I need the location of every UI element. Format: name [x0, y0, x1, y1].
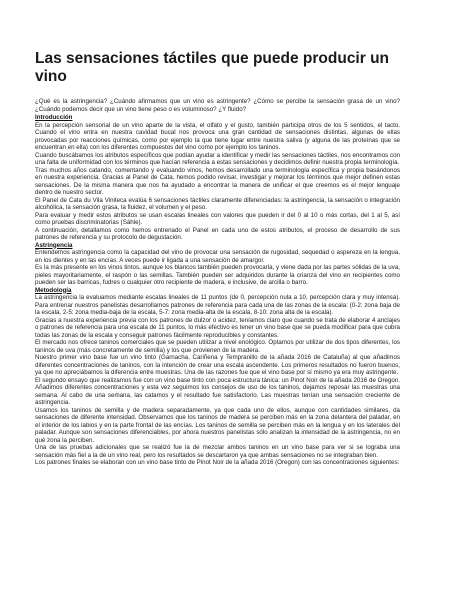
paragraph: Nuestro primer vino base fue un vino tinto (Garnacha, Cariñena y Tempranillo de la añada 2016 de Cataluña) al que añadimos diferentes concentraciones de taninos, con la intención de crear una escala ascendente. Los primeros resultados no fueron buenos, ya que no apreciábamos la diferencia entre muestras. Una de las razones fue que el vino base por sí mismo ya era muy astringente. — [35, 354, 400, 376]
page-title: Las sensaciones táctiles que puede producir un vino — [35, 50, 390, 85]
paragraph: En la percepción sensorial de un vino aparte de la vista, el olfato y el gusto, también participa otros de los 5 sentidos, el tacto. Cuando el vino entra en nuestra cavidad bucal nos provoca una gran cantidad de sensaciones distintas, algunas de ellas provocadas por reacciones químicas, como por ejemplo la que tiene lugar entre nuestra saliva (y alguna de las proteínas que se encuentran en ella) con los diferentes compuestos del vino como por ejemplo los taninos. — [35, 121, 400, 151]
paragraph: Cuando buscábamos los atributos específicos que podían ayudar a identificar y medir las sensaciones táctiles, nos encontramos con una falta de uniformidad con los términos que hacían referencia a estas sensaciones y decidimos definir nuestra propia terminología. — [35, 151, 400, 166]
section-metodologia — [35, 287, 400, 467]
intro-questions: ¿Qué es la astringencia? ¿Cuándo afirmamos que un vino es astringente? ¿Cómo se percibe la sensación grasa de un vino? ¿Cuándo podemos decir que un vino tiene peso o es voluminoso? ¿Y fluido? — [35, 98, 400, 113]
paragraph: A continuación, detallamos como hemos entrenado el Panel en cada uno de estos atributos, el proceso de desarrollo de sus patrones de referencia y su protocolo de degustación. — [35, 226, 400, 241]
paragraph: Tras muchos años catando, comentando y evaluando vinos, hemos desarrollado una terminología específica y propia basándonos en nuestra experiencia. Gracias al Panel de Cata, hemos podido revisar, investigar y mejorar los términos que mejor definen estas sensaciones. De la misma manera que nos ha ayudado a encontrar la manera de unificar el que creemos es el mejor lenguaje dentro de nuestro sector. — [35, 166, 400, 196]
section-heading: Metodología — [35, 286, 72, 294]
paragraph: El segundo ensayo que realizamos fue con un vino base tinto con poca estructura tánica: un Pinot Noir de la añada 2016 de Oregon. Añadimos diferentes concentraciones y esta vez seguimos los consejos de uso de los taninos, dejamos reposar las muestras una semana. Al cabo de una semana, las catamos y el resultado fue satisfactorio. Las muestras tenían una sensación creciente de astringencia. — [35, 376, 400, 406]
paragraph: Para evaluar y medir estos atributos se usan escalas lineales con valores que pueden ir del 0 al 10 o más cortas, del 1 al 5, así como pruebas discriminatorias (Sáhle). — [35, 211, 400, 226]
section-astringencia — [35, 242, 400, 287]
paragraph: El Panel de Cata du Vila Viniteca evalúa 6 sensaciones táctiles claramente diferenciadas: la astringencia, la sensación o integración alcohólica, la sensación grasa, la fluidez, el volumen y el peso. — [35, 196, 400, 211]
paragraph: Es la más presente en los vinos tintos, aunque los blancos también pueden provocarla, y viene dada por las partes sólidas de la uva, pieles mayoritariamente, el raspón o las semillas. También pueden ser adquiridos durante la crianza del vino en recipientes como pueden ser las barricas, fudres o cualquier otro recipiente de madera, e inclusive, de arcilla o barro. — [35, 264, 400, 286]
paragraph: Una de las pruebas adicionales que se realizó fue la de mezclar ambos taninos en un vino base para ver si se lograba una sensación más fiel a la de un vino real, pero los resultados se descartaron ya que ambas sensaciones no se integraban bien. — [35, 444, 400, 459]
paragraph: Entendemos astringencia como la capacidad del vino de provocar una sensación de rugosidad, sequedad o aspereza en la lengua, en los dientes y en las encías. A veces puede ir ligada a una sensación de amargor. — [35, 249, 400, 264]
paragraph: Usamos los taninos de semilla y de madera separadamente, ya que cada uno de ellos, aunque con cantidades similares, da sensaciones de diferente intensidad. Observamos que los taninos de madera se perciben más en la zona delantera del paladar, en el interior de los labios y en la parte frontal de las encías. Los taninos de semilla se perciben más en la lengua y en los laterales del paladar. Aunque son sensaciones diferenciables, por ahora nuestros panelistas sólo analizan la intensidad de la astringencia, no en qué zona la perciben. — [35, 406, 400, 444]
article-body — [35, 98, 400, 467]
paragraph: La astringencia la evaluamos mediante escalas lineales de 11 puntos (de 0, percepción nula a 10, percepción clara y muy intensa). Para entrenar nuestros panelistas desarrollamos patrones de referencia para cada una de las zonas de la escala: (0-2: zona baja de la escala, 2-5: zona media-baja de la escala, 5-7: zona media-alta de la escala, 8-10: zona alta de la escala). — [35, 294, 400, 316]
section-heading: Astringencia — [35, 241, 73, 249]
section-introduccion — [35, 114, 400, 242]
paragraph: Gracias a nuestra experiencia previa con los patrones de dulzor o acidez, teníamos claro que cuando se trata de elaborar 4 anclajes o patrones de referencia para una escala de 11 puntos, lo más efectivo es tener un vino base que se pueda modificar para que cubra todas las zonas de la escala y conseguir patrones fácilmente reproducibles y constantes. — [35, 316, 400, 339]
section-heading: Introducción — [35, 114, 73, 121]
paragraph: El mercado nos ofrece taninos comerciales que se pueden utilizar a nivel enológico. Optamos por utilizar de dos tipos diferentes, los taninos de uva (más concretamente de semilla) y los que provienen de la madera. — [35, 339, 400, 354]
paragraph: Los patrones finales se elaboran con un vino base tinto de Pinot Noir de la añada 2016 (Oregon) con las concentraciones siguientes: — [35, 459, 400, 466]
